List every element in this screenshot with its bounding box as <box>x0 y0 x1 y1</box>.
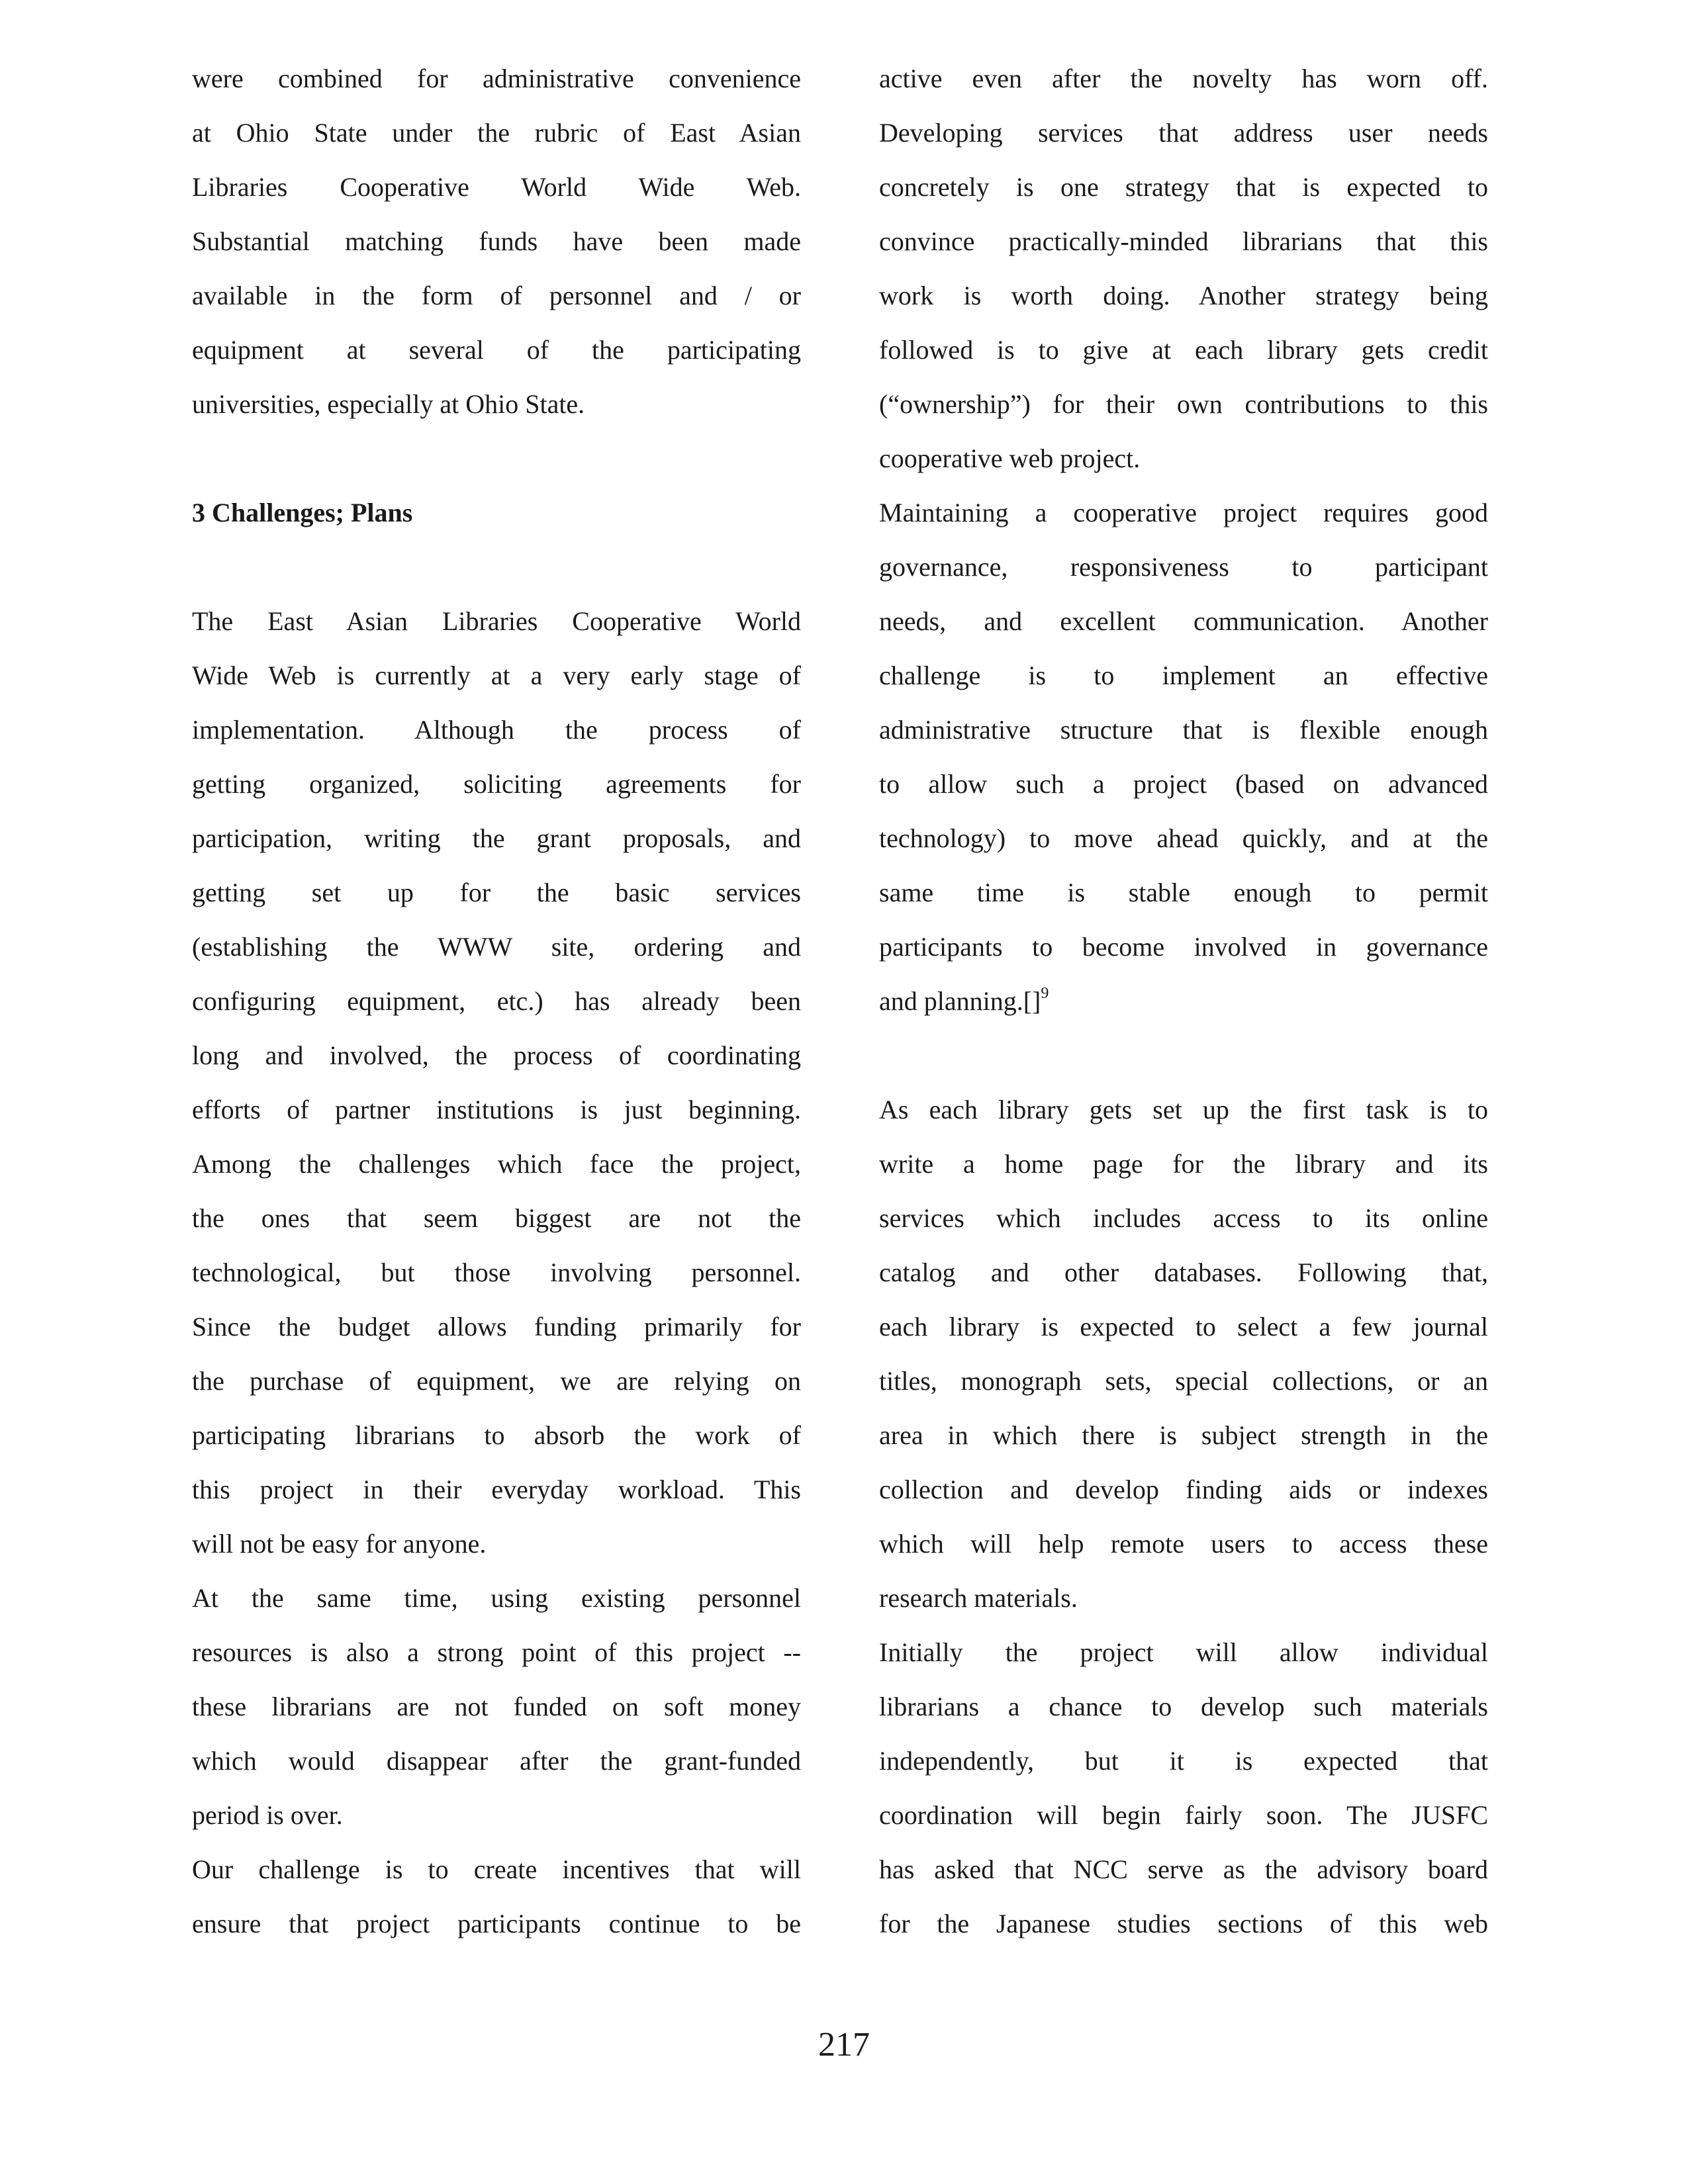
text-line: technological, but those involving personnel. <box>192 1257 801 1287</box>
left-column <box>192 52 801 1951</box>
text-line: universities, especially at Ohio State. <box>192 389 585 419</box>
text-line: Among the challenges which face the project, <box>192 1149 801 1179</box>
text-line: will not be easy for anyone. <box>192 1529 487 1559</box>
text-line: getting set up for the basic services <box>192 878 801 907</box>
text-line: Wide Web is currently at a very early stage of <box>192 660 801 690</box>
text-line: services which includes access to its online <box>879 1203 1488 1233</box>
text-line: participants to become involved in governance <box>879 932 1488 962</box>
text-line: As each library gets set up the first task is to <box>879 1095 1488 1124</box>
text-line: convince practically-minded librarians that this <box>879 226 1488 256</box>
text-line: the ones that seem biggest are not the <box>192 1203 801 1233</box>
text-line: at Ohio State under the rubric of East Asian <box>192 118 801 148</box>
text-line: independently, but it is expected that <box>879 1746 1488 1776</box>
text-line: ensure that project participants continue to be <box>192 1909 801 1938</box>
text-line: available in the form of personnel and / or <box>192 281 801 310</box>
text-line: Since the budget allows funding primarily for <box>192 1312 801 1342</box>
text-line: to allow such a project (based on advanced <box>879 769 1488 799</box>
text-line: same time is stable enough to permit <box>879 878 1488 907</box>
text-line: Libraries Cooperative World Wide Web. <box>192 172 801 202</box>
incentives-paragraph <box>192 1843 801 1951</box>
home-page-paragraph <box>879 1083 1488 1625</box>
page-number: 217 <box>818 2026 870 2064</box>
text-line: cooperative web project. <box>879 443 1141 473</box>
text-line: titles, monograph sets, special collections, or an <box>879 1366 1488 1396</box>
text-line: Initially the project will allow individual <box>879 1637 1488 1667</box>
text-line: governance, responsiveness to participant <box>879 552 1488 582</box>
text-line: period is over. <box>192 1800 343 1830</box>
text-line: (establishing the WWW site, ordering and <box>192 932 801 962</box>
text-line: followed is to give at each library gets credit <box>879 335 1488 365</box>
text-line: implementation. Although the process of <box>192 715 801 745</box>
text-line: resources is also a strong point of this project -- <box>192 1637 801 1667</box>
section-heading: 3 Challenges; Plans <box>192 498 413 527</box>
text-line: active even after the novelty has worn off. <box>879 64 1488 93</box>
text-line: research materials. <box>879 1583 1078 1613</box>
text-line: each library is expected to select a few journal <box>879 1312 1488 1342</box>
text-line: write a home page for the library and its <box>879 1149 1488 1179</box>
paragraph-gap <box>879 1028 1488 1083</box>
text-line: these librarians are not funded on soft money <box>192 1692 801 1721</box>
challenges-paragraph <box>192 594 801 1571</box>
text-line: work is worth doing. Another strategy being <box>879 281 1488 310</box>
text-line: efforts of partner institutions is just beginning. <box>192 1095 801 1124</box>
text-line: getting organized, soliciting agreements for <box>192 769 801 799</box>
paragraph-gap <box>192 432 801 486</box>
text-line: equipment at several of the participating <box>192 335 801 365</box>
text-line: which will help remote users to access these <box>879 1529 1488 1559</box>
text-line: were combined for administrative convenience <box>192 64 801 93</box>
text-line: this project in their everyday workload. This <box>192 1475 801 1504</box>
text-line: technology) to move ahead quickly, and at the <box>879 823 1488 853</box>
text-line: collection and develop finding aids or indexes <box>879 1475 1488 1504</box>
personnel-paragraph <box>192 1571 801 1843</box>
text-line: librarians a chance to develop such materials <box>879 1692 1488 1721</box>
text-line: participation, writing the grant proposals, and <box>192 823 801 853</box>
governance-paragraph <box>879 486 1488 1028</box>
text-line: coordination will begin fairly soon. The JUSFC <box>879 1800 1488 1830</box>
text-line: Our challenge is to create incentives that will <box>192 1854 801 1884</box>
text-line: long and involved, the process of coordinating <box>192 1040 801 1070</box>
text-line: The East Asian Libraries Cooperative World <box>192 606 801 636</box>
paragraph-gap <box>192 540 801 594</box>
text-line: participating librarians to absorb the work of <box>192 1420 801 1450</box>
text-line: concretely is one strategy that is expected to <box>879 172 1488 202</box>
text-line: (“ownership”) for their own contributions to this <box>879 389 1488 419</box>
right-column <box>879 52 1488 1951</box>
text-line: Substantial matching funds have been made <box>192 226 801 256</box>
last-line-text: and planning.[] <box>879 986 1041 1016</box>
text-line: has asked that NCC serve as the advisory board <box>879 1854 1488 1884</box>
text-line: administrative structure that is flexible enough <box>879 715 1488 745</box>
text-line: configuring equipment, etc.) has already been <box>192 986 801 1016</box>
text-line: needs, and excellent communication. Another <box>879 606 1488 636</box>
text-line: challenge is to implement an effective <box>879 660 1488 690</box>
footnote-marker: 9 <box>1041 985 1049 1002</box>
text-line: the purchase of equipment, we are relying on <box>192 1366 801 1396</box>
text-line: At the same time, using existing personnel <box>192 1583 801 1613</box>
services-paragraph <box>879 52 1488 486</box>
text-line: which would disappear after the grant-funded <box>192 1746 801 1776</box>
text-line: Maintaining a cooperative project requires good <box>879 498 1488 527</box>
text-line: catalog and other databases. Following that, <box>879 1257 1488 1287</box>
intro-paragraph <box>192 52 801 432</box>
text-line: for the Japanese studies sections of this web <box>879 1909 1488 1938</box>
coordination-paragraph <box>879 1625 1488 1951</box>
text-line <box>879 974 1488 1028</box>
text-line: area in which there is subject strength in the <box>879 1420 1488 1450</box>
text-line: Developing services that address user needs <box>879 118 1488 148</box>
